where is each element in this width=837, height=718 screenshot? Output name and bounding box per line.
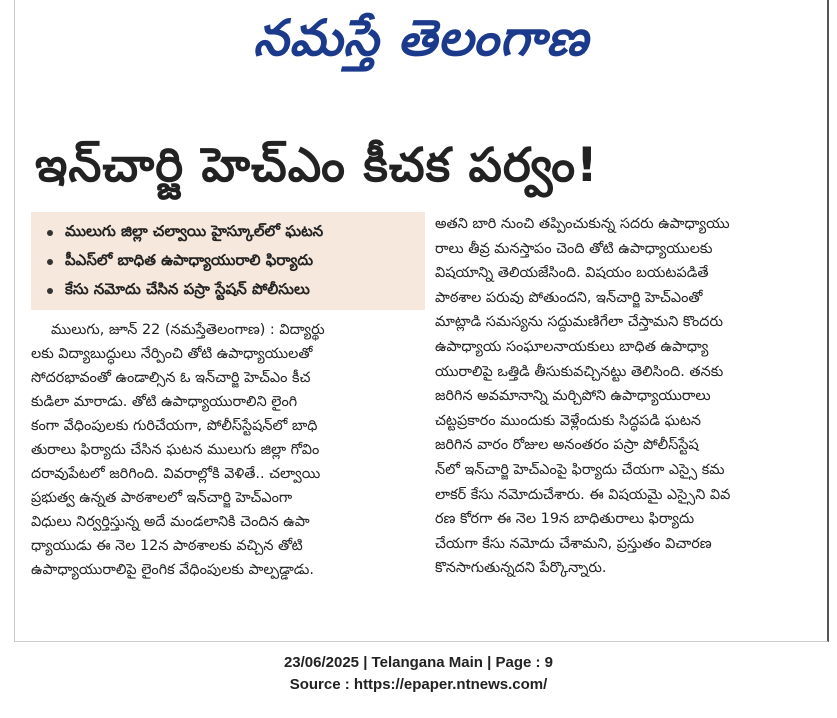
bullet-icon [47, 288, 53, 294]
body-line: దరావుపేటలో జరిగింది. వివరాల్లోకి వెళితే.. చల్వాయి [31, 466, 321, 482]
body-line: అతని బారి నుంచి తప్పించుకున్న సదరు ఉపాధ్యాయు [435, 216, 730, 232]
body-line: ములుగు, జూన్ 22 (నమస్తేతెలంగాణ) : విద్యార్థు [51, 322, 325, 338]
body-line: రణ కోరగా ఈ నెల 19న బాధితురాలు ఫిర్యాదు [435, 511, 695, 528]
bullet-icon [47, 230, 53, 236]
body-line: ధ్యాయుడు ఈ నెల 12న పాఠశాలకు వచ్చిన తోటి [31, 538, 303, 554]
body-line: ప్రభుత్వ ఉన్నత పాఠశాలలో ఇన్‌చార్జి హెచ్‌ఎంగా [31, 490, 293, 506]
highlight-item: ములుగు జిల్లా చల్వాయి హైస్కూల్‌లో ఘటన [47, 218, 417, 247]
source-footer [0, 652, 837, 696]
newspaper-clipping [14, 0, 829, 642]
body-line: తురాలు ఫిర్యాదు చేసిన ఘటన ములుగు జిల్లా గోవిం [31, 442, 320, 458]
body-line: లకు విద్యాబుద్ధులు నేర్పించి తోటి ఉపాధ్యాయులతో [31, 346, 313, 362]
article-column-right [435, 212, 823, 581]
footer-date-line: 23/06/2025 | Telangana Main | Page : 9 [283, 654, 554, 671]
body-line: చేయగా కేసు నమోదు చేశామని, ప్రస్తుతం విచారణ [435, 535, 712, 552]
body-line: రాలు తీవ్ర మనస్తాపం చెంది తోటి ఉపాధ్యాయులకు [435, 240, 713, 257]
body-line: లాకర్ కేసు నమోదుచేశారు. ఈ విషయమై ఎస్సైని వివ [435, 486, 731, 503]
body-line: సోదరభావంతో ఉండాల్సిన ఓ ఇన్‌చార్జి హెచ్‌ఎం కీచ [31, 370, 311, 386]
body-line: చట్టప్రకారం ముందుకు వెళ్లేందుకు సిద్ధపడి ఘటన [435, 412, 702, 429]
footer-source-line: Source : https://epaper.ntnews.com/ [289, 676, 548, 693]
body-line: పాఠశాల పరువు పోతుందని, ఇన్‌చార్జి హెచ్‌ఎంతో [435, 289, 703, 306]
article-column-left [31, 318, 425, 582]
body-line: ఉపాధ్యాయ సంఘాలనాయకులు బాధిత ఉపాధ్యా [435, 338, 709, 355]
body-line: కంగా వేధింపులకు గురిచేయగా, పోలీస్‌స్టేషన్‌లో బాధి [31, 418, 318, 434]
body-line: మాట్లాడి సమస్యను సద్దుమణిగేలా చేస్తామని కొందరు [435, 314, 723, 331]
body-line: కుడిలా మారాడు. తోటి ఉపాధ్యాయురాలిని లైంగి [31, 394, 298, 410]
article-headline: ఇన్‌చార్జి హెచ్‌ఎం కీచక పర్వం! [35, 138, 599, 193]
body-line: న్‌లో ఇన్‌చార్జి హెచ్‌ఎంపై ఫిర్యాదు చేయగా ఎస్సై కమ [435, 461, 725, 478]
body-line: కొనసాగుతున్నదని పేర్కొన్నారు. [435, 560, 607, 577]
body-line: యురాలిపై ఒత్తిడి తీసుకువచ్చినట్టు తెలిసింది. తనకు [435, 363, 724, 380]
body-line: విధులు నిర్వర్తిస్తున్న అదే మండలానికి చెందిన ఉపా [31, 514, 310, 530]
highlight-item: కేసు నమోదు చేసిన పస్రా స్టేషన్ పోలీసులు [47, 276, 417, 305]
body-line: ఉపాధ్యాయురాలిపై లైంగిక వేధింపులకు పాల్పడ్డాడు. [31, 562, 314, 578]
body-line: విషయాన్ని తెలియజేసింది. విషయం బయటపడితే [435, 265, 709, 282]
body-line: జరిగిన వారం రోజుల అనంతరం పస్రా పోలీస్‌స్టేష [435, 437, 699, 454]
highlight-item: పీఎస్‌లో బాధిత ఉపాధ్యాయురాలి ఫిర్యాదు [47, 247, 417, 276]
body-line: జరిగిన అవమానాన్ని మర్చిపోని ఉపాధ్యాయురాలు [435, 388, 711, 405]
bullet-icon [47, 259, 53, 265]
highlights-box [31, 212, 425, 310]
masthead-logo: నమస్తే తెలంగాణ [253, 9, 589, 67]
